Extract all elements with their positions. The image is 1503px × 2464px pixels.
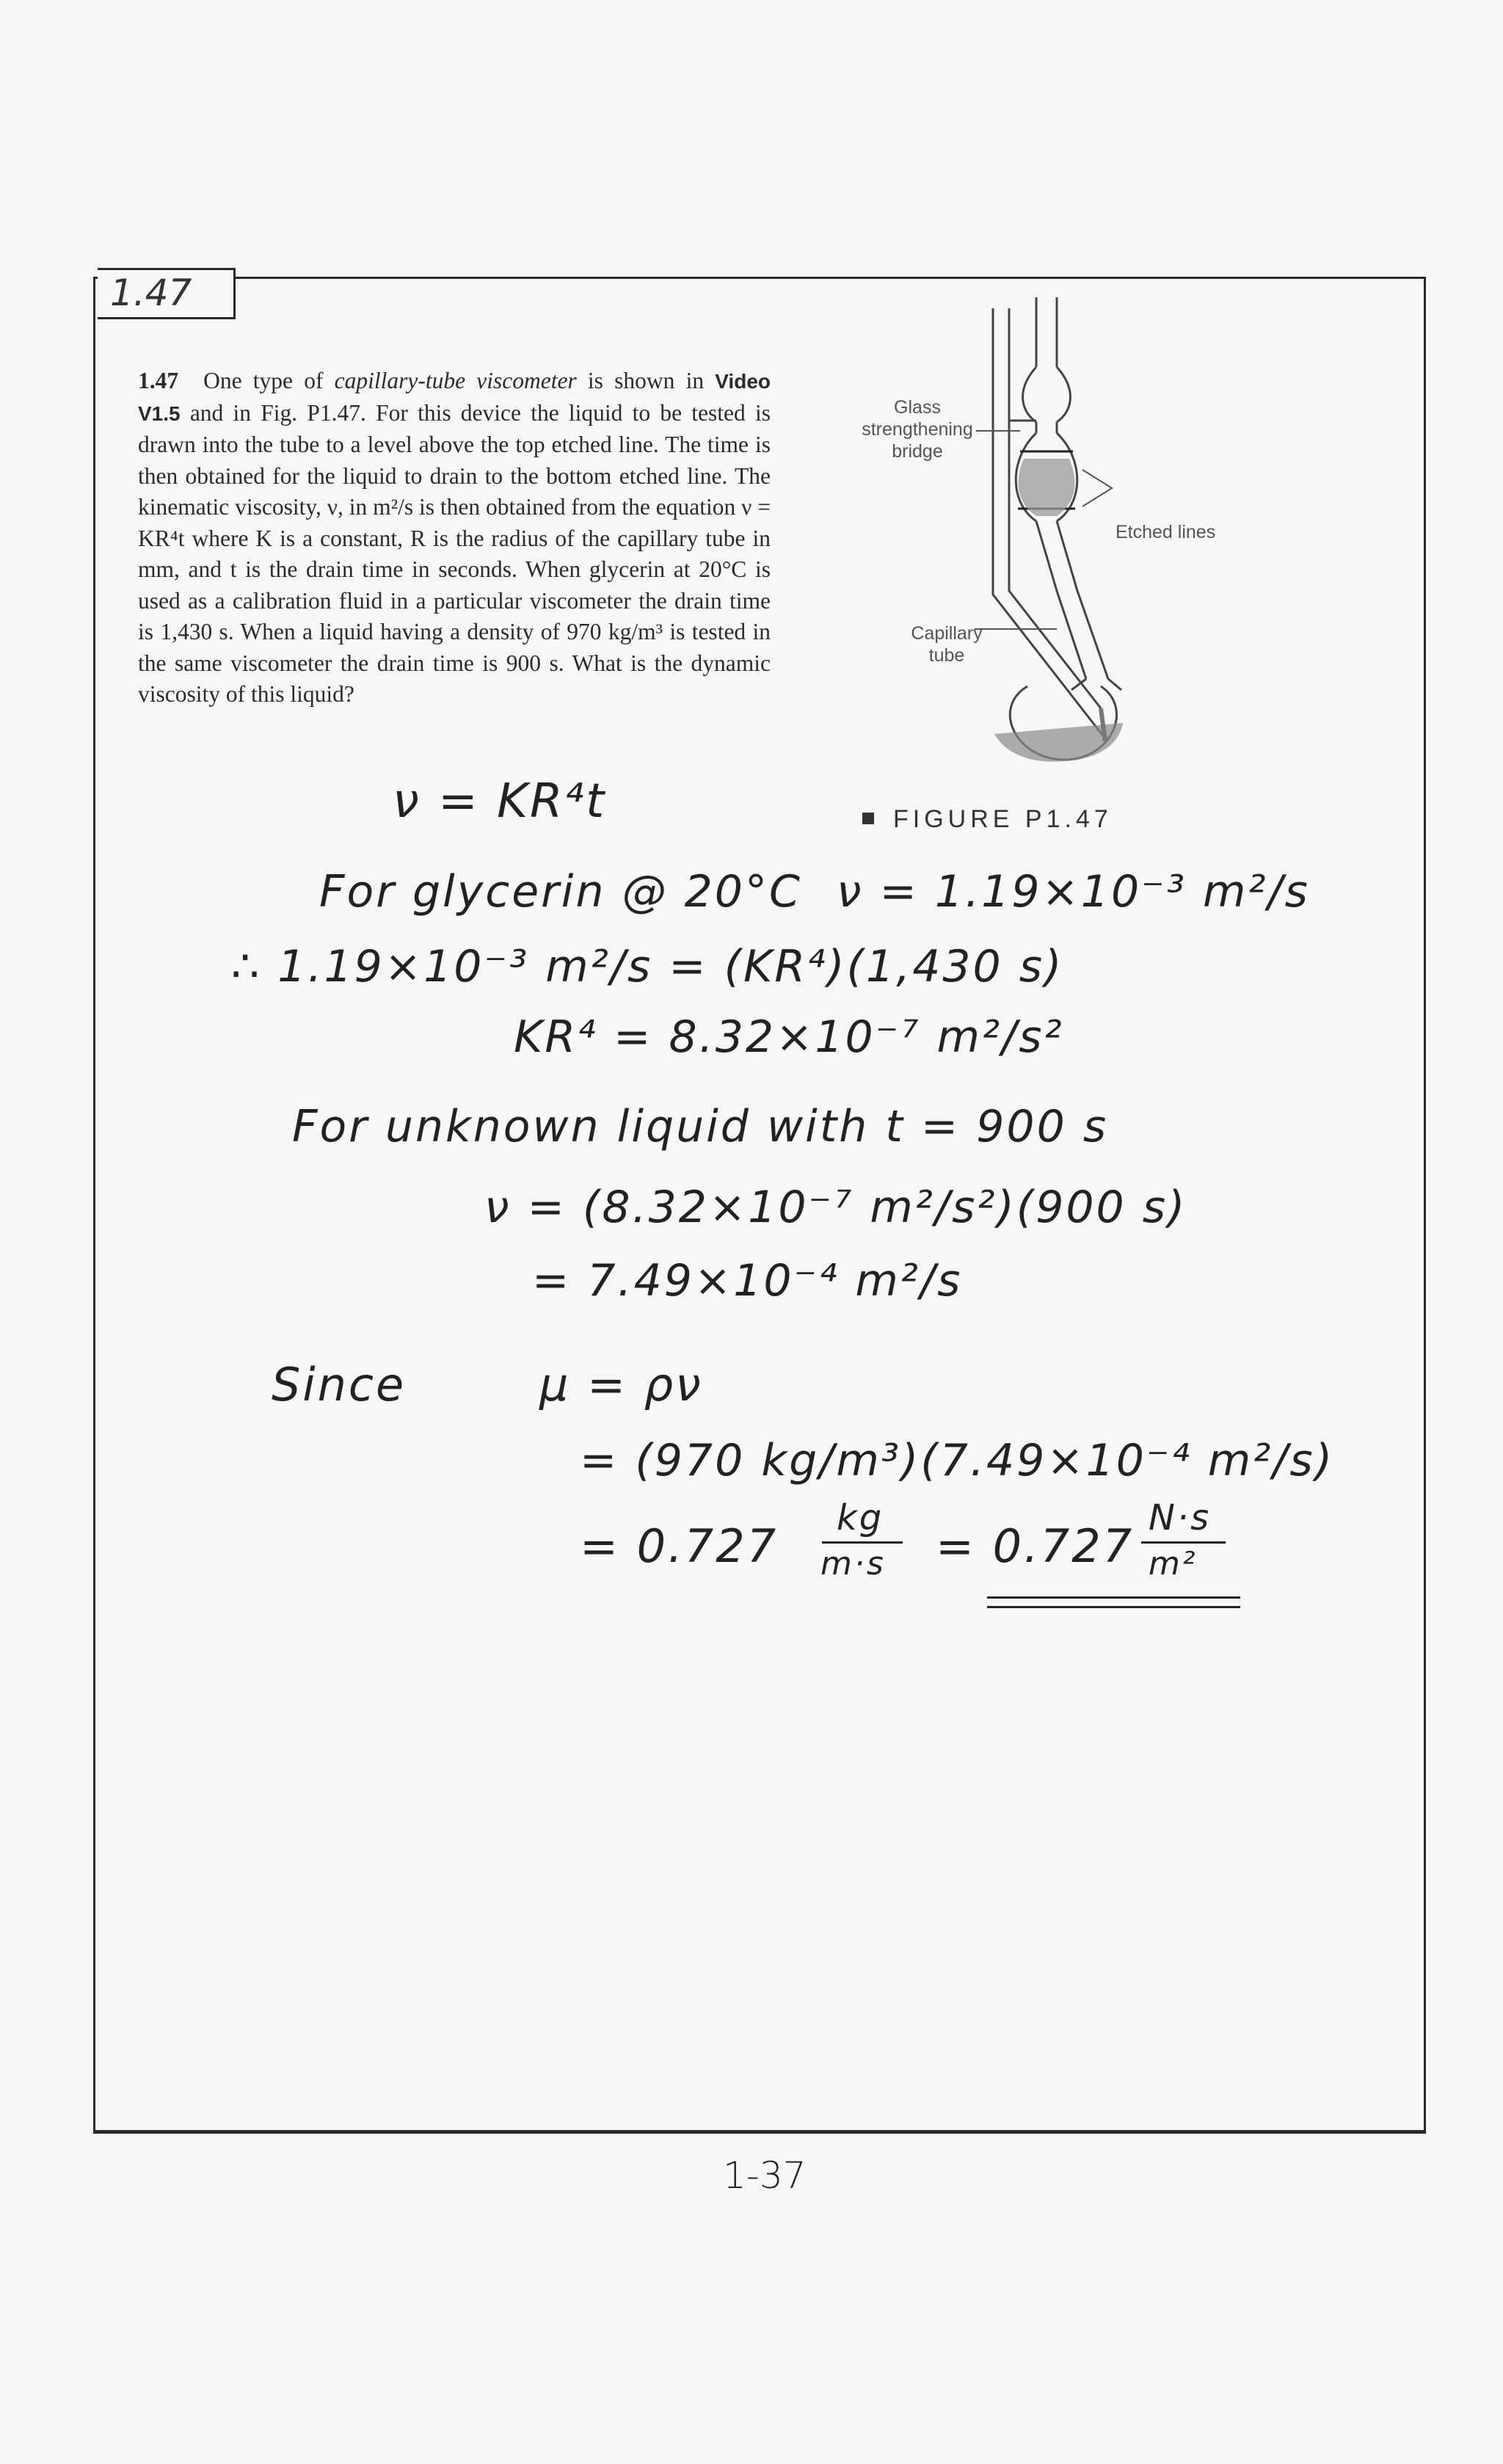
equation-kinematic: ν = KR⁴t (393, 774, 607, 829)
unknown-liquid-line: For unknown liquid with t = 900 s (292, 1101, 1109, 1152)
result-unit-2-bar (1141, 1541, 1226, 1544)
dynamic-viscosity-calc: = (970 kg/m³)(7.49×10⁻⁴ m²/s) (580, 1435, 1335, 1486)
page-number: 1-37 (723, 2154, 807, 2197)
viscometer-diagram (844, 283, 1255, 804)
result-unit-1-den: m·s (820, 1545, 886, 1582)
etched-lines-label: Etched lines (1116, 522, 1216, 542)
glass-bridge-label: Glass strengthening bridge (862, 397, 973, 462)
glycerin-line-right: ν = 1.19×10⁻³ m²/s (837, 866, 1310, 917)
since-label: Since (272, 1358, 407, 1411)
result-value-1: = 0.727 (580, 1519, 779, 1573)
problem-text-1: One type of (203, 368, 335, 393)
kinematic-calc: ν = (8.32×10⁻⁷ m²/s²)(900 s) (484, 1182, 1187, 1233)
caption-bullet (862, 813, 874, 824)
problem-text-2: is shown in (576, 368, 716, 393)
result-value-2: = 0.727 (936, 1519, 1135, 1573)
kinematic-result: = 7.49×10⁻⁴ m²/s (532, 1255, 963, 1306)
result-unit-1-num: kg (837, 1497, 884, 1538)
problem-number: 1.47 (138, 368, 179, 393)
problem-tab-label: 1.47 (110, 272, 192, 314)
result-unit-2-num: N·s (1149, 1497, 1212, 1538)
answer-underline-2 (987, 1606, 1240, 1608)
answer-underline-1 (987, 1596, 1240, 1599)
capillary-tube-label: Capillary tube (911, 623, 983, 666)
upper-bulb (1023, 367, 1071, 422)
video-reference: Video V1.5 (138, 370, 771, 425)
capillary-section (1036, 521, 1108, 679)
glycerin-line-left: For glycerin @ 20°C (319, 866, 802, 917)
figure-caption-text: FIGURE P1.47 (893, 805, 1113, 833)
result-unit-1-bar (822, 1541, 903, 1544)
dynamic-viscosity-eq: μ = ρν (539, 1358, 703, 1411)
problem-text-italic: capillary-tube viscometer (334, 368, 577, 393)
kr4-result: KR⁴ = 8.32×10⁻⁷ m²/s² (514, 1011, 1064, 1063)
problem-statement (138, 366, 771, 711)
figure-caption (862, 805, 1113, 834)
problem-text-3: and in Fig. P1.47. For this device the liquid to be tested is drawn into the tube to a level above the top etched line. The time is then obtained for the liquid to drain to the bottom etched line. The kinematic viscosity, ν, in m²/s is then obtained from the equation ν = KR⁴t where K is a constant, R is the radius of the capillary tube in mm, and t is the drain time in seconds. When glycerin at 20°C is used as a calibration fluid in a particular viscometer the drain time is 1,430 s. When a liquid having a density of 970 kg/m³ is tested in the same viscometer the drain time is 900 s. What is the dynamic viscosity of this liquid? (138, 399, 771, 707)
result-unit-2-den: m² (1149, 1545, 1198, 1582)
calibration-equation: ∴ 1.19×10⁻³ m²/s = (KR⁴)(1,430 s) (231, 941, 1064, 992)
